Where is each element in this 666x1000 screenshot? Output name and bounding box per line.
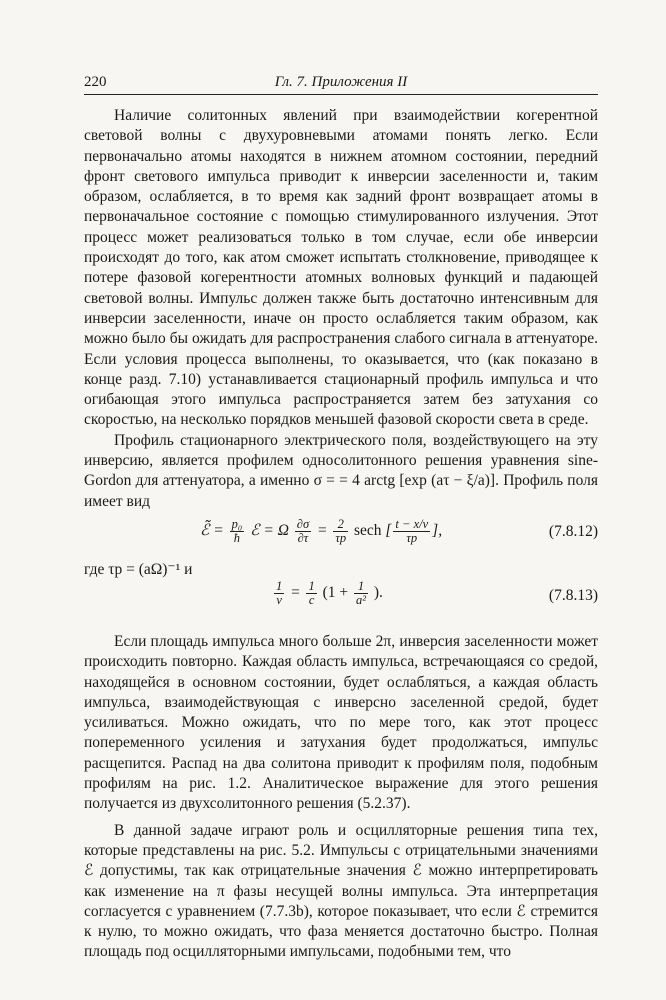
eq1-frac-4-num: t − x/v (395, 516, 429, 531)
equation-7-8-13 (84, 580, 598, 618)
eq1-mid: ℰ = Ω (250, 522, 289, 539)
where-line (84, 560, 598, 580)
paragraph-2: Профиль стационарного электрического поля, воздействующего на эту инверсию, является профилем односолитонного решения уравнения sine-Gordon для аттенуатора, а именно σ = = 4 arctg [exp (aτ − ξ/a)]. Профиль поля имеет вид (84, 431, 598, 510)
eq2-frac-1-den: v (276, 592, 282, 607)
eq1-frac-4 (393, 518, 430, 545)
eq1-frac-2-num: ∂σ (296, 516, 310, 531)
eq1-frac-3-num: 2 (333, 518, 348, 532)
equation-7-8-13-body (272, 580, 383, 607)
eq2-frac-3-den: a² (356, 592, 366, 607)
eq1-frac-3 (333, 518, 348, 545)
body-text (84, 106, 598, 963)
eq2-paren-close: ). (373, 584, 383, 601)
eq1-frac-1-num: p₀ (231, 516, 243, 531)
eq1-lhs: ℰ̃ = (200, 522, 224, 539)
equation-7-8-12-body: ℰ̃ = $\frac{\text{p₀}}{ħ}$ ℰ = Ω $\frac{\partial\sigma}{\partial\tau}$ = $\frac{2}{\tau p}$ sech [ $\frac{t - x/v}{\tau p}$ ], (200, 516, 443, 545)
eq2-frac-2-num: 1 (308, 578, 315, 593)
eq2-paren-open: (1 + (322, 584, 349, 601)
eq1-frac-3-den: τp (335, 530, 347, 545)
page-number: 220 (84, 74, 107, 90)
eq1-sech: sech (353, 522, 382, 539)
paragraph-3: Если площадь импульса много больше 2π, инверсия заселенности может происходить повторно. Каждая область импульса, встречающаяся со средой, находящейся в основном состоянии, будет ослабляться, а каждая область импульса, взаимодействующая с инверсно заселенной средой, будет усиливаться. Можно ожидать, что по мере того, как этот процесс попеременного усиления и затухания будет продолжаться, импульс расщепится. Распад на два солитона приводит к профилям поля, подобным профилям на рис. 1.2. Аналитическое выражение для этого решения получается из двухсолитонного решения (5.2.37). (84, 632, 598, 813)
paragraph-1: Наличие солитонных явлений при взаимодействии когерентной световой волны с двухуровневыми атомами понять легко. Если первоначально атомы находятся в нижнем атомном состоянии, передний фронт светового импульса приводит к инверсии заселенности и, таким образом, ослабляется, в то время как задний фронт возвращает атомы в первоначальное состояние с помощью стимулированного излучения. Этот процесс может реализоваться только в том случае, если обе инверсии происходят до того, как атом сможет испытать столкновение, приводящее к потере фазовой когерентности атомных волновых функций и падающей световой волны. Импульс должен также быть достаточно интенсивным для инверсии заселенности, иначе он просто ослабляется таким образом, как можно было бы ожидать для распространения слабого сигнала в аттенуаторе. Если условия процесса выполнены, то оказывается, что (как показано в конце разд. 7.10) устанавливается стационарный профиль импульса и что огибающая этого импульса распространяется затем без затухания со скоростью, на несколько порядков меньшей фазовой скорости света в среде. (84, 107, 598, 429)
equation-7-8-13-label: (7.8.13) (548, 586, 598, 604)
equation-7-8-12-label: (7.8.12) (548, 522, 598, 540)
eq1-frac-4-den: τp (406, 530, 418, 545)
spacer (84, 618, 598, 632)
eq1-equals: = (317, 522, 328, 539)
equation-7-8-12 (84, 512, 598, 558)
eq2-frac-2 (306, 580, 316, 607)
eq2-equals: = (290, 584, 301, 601)
eq2-frac-1-num: 1 (276, 578, 283, 593)
eq2-frac-3-num: 1 (354, 580, 368, 594)
eq1-frac-1 (230, 518, 245, 545)
eq2-frac-3 (354, 580, 368, 607)
page-header (84, 72, 598, 95)
running-head: Гл. 7. Приложения II (274, 74, 408, 90)
paragraph-4: В данной задаче играют роль и осцилляторные решения типа тех, которые представлены на рис. 5.2. Импульсы с отрицательными значениями ℰ допустимы, так как отрицательные значения ℰ можно интерпретировать как изменение на π фазы несущей волны импульса. Эта интерпретация согласуется с уравнением (7.7.3b), которое показывает, что если ℰ стремится к нулю, то можно ожидать, что фаза меняется достаточно быстро. Полная площадь под осцилляторными импульсами, подобными тем, что (84, 821, 598, 961)
eq2-frac-2-den: c (308, 592, 315, 607)
eq1-frac-1-den: ħ (233, 530, 241, 545)
eq2-frac-1 (274, 580, 284, 607)
where-text: где τp = (aΩ)⁻¹ и (84, 560, 193, 578)
eq1-frac-2 (295, 518, 311, 545)
eq1-frac-2-den: ∂τ (297, 530, 309, 545)
